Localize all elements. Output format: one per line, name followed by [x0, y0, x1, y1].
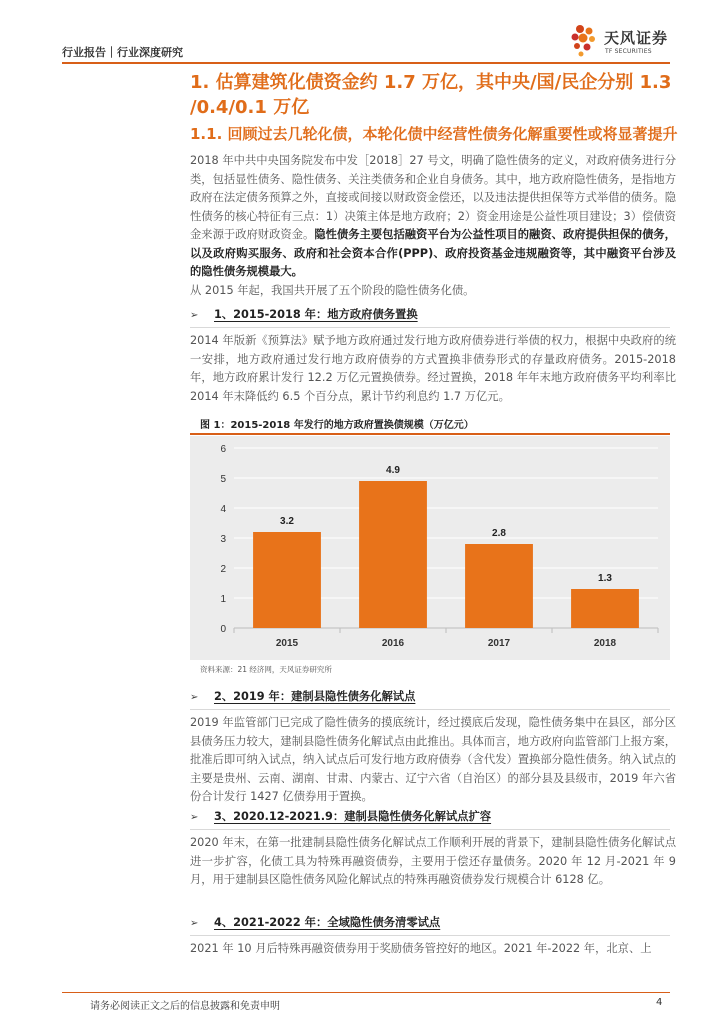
figure-source: 资料来源：21 经济网，天风证券研究所 [200, 665, 332, 674]
arrow-bullet-icon: ➢ [190, 918, 199, 929]
intro-paragraph [190, 152, 676, 282]
x-tick-label: 2018 [593, 638, 617, 649]
report-category: 行业报告｜行业深度研究 [62, 46, 183, 59]
intro-text: 2018 年中共中央国务院发布中发［2018］27 号文，明确了隐性债务的定义，对政府债务进行分类，包括显性债务、隐性债务、关注类债务和企业自身债务。其中，地方政府隐性债务，是指地方政府在法定债务预算之外，直接或间接以财政资金偿还，以及违法提供担保等方式举借的债务。隐性债务的核心特征有三点：1）决策主体是地方政府；2）资金用途是公益性项目建设；3）偿债资金来源于政府财政资金。 [190, 154, 676, 241]
section-heading: 1. 估算建筑化债资金约 1.7 万亿，其中央/国/民企分别 1.3 /0.4/0.1 万亿 [190, 72, 672, 118]
bar [253, 532, 321, 628]
footer-divider [62, 992, 670, 993]
section-4-label: 4、2021-2022 年：全域隐性债务清零试点 [214, 916, 441, 929]
y-tick-label: 6 [220, 444, 226, 455]
figure-divider [190, 433, 670, 435]
section-1-label: 1、2015-2018 年：地方政府债务置换 [214, 308, 418, 321]
flower-icon [568, 22, 602, 60]
bar-chart [190, 436, 670, 660]
section-4-heading [190, 914, 440, 934]
y-tick-label: 1 [220, 594, 226, 605]
chart-svg [190, 436, 670, 660]
section-3-label: 3、2020.12-2021.9：建制县隐性债务化解试点扩容 [214, 810, 492, 823]
brand-subtitle: TF SECURITIES [605, 48, 652, 55]
figure-title: 图 1：2015-2018 年发行的地方政府置换债规模（万亿元） [200, 420, 474, 431]
x-tick-label: 2015 [275, 638, 299, 649]
intro-bold-text: 隐性债务主要包括融资平台为公益性项目的融资、政府提供担保的债务，以及政府购买服务、政府和社会资本合作(PPP)、政府投资基金违规融资等，其中融资平台涉及的隐性债务规模最大。 [190, 228, 676, 278]
y-tick-label: 0 [220, 624, 226, 635]
bar [359, 481, 427, 628]
bar [571, 589, 639, 628]
footer-disclaimer: 请务必阅读正文之后的信息披露和免责申明 [90, 1001, 280, 1012]
section-3-paragraph: 2020 年末，在第一批建制县隐性债务化解试点工作顺利开展的背景下，建制县隐性债务化解试点进一步扩容，化债工具为特殊再融资债券，主要用于偿还存量债务。2020 年 12 月-2021 年 9 月，用于建制县区隐性债务风险化解试点的特殊再融资债券发行规模合计 6128 亿。 [190, 836, 676, 886]
section-2-paragraph: 2019 年监管部门已完成了隐性债务的摸底统计，经过摸底后发现，隐性债务集中在县区，部分区县债务压力较大，建制县隐性债务化解试点由此推出。具体而言，地方政府向监管部门上报方案，批准后即可纳入试点，纳入试点后可发行地方政府债券（含代发）置换部分隐性债务。纳入试点的主要是贵州、云南、湖南、甘肃、内蒙古、辽宁六省（自治区）的部分县及县级市，2019 年六省份合计发行 1427 亿债券用于置换。 [190, 716, 676, 803]
y-tick-label: 2 [220, 564, 226, 575]
x-tick-label: 2017 [487, 638, 511, 649]
data-label: 4.9 [386, 465, 400, 476]
y-tick-label: 5 [220, 474, 226, 485]
brand-logo [568, 22, 678, 62]
section-2-divider [190, 709, 670, 710]
x-tick-label: 2016 [381, 638, 405, 649]
arrow-bullet-icon: ➢ [190, 812, 199, 823]
brand-name: 天风证券 [604, 29, 669, 47]
y-tick-label: 4 [220, 504, 226, 515]
data-label: 2.8 [492, 528, 506, 539]
section-3-divider [190, 829, 670, 830]
section-1-divider [190, 327, 670, 328]
subsection-heading: 1.1. 回顾过去几轮化债，本轮化债中经营性债务化解重要性或将显著提升 [190, 125, 678, 143]
y-tick-label: 3 [220, 534, 226, 545]
section-4-paragraph: 2021 年 10 月后特殊再融资债券用于奖励债务管控好的地区。2021 年-2022 年，北京、上 [190, 942, 652, 955]
section-2-label: 2、2019 年：建制县隐性债务化解试点 [214, 690, 416, 703]
section-1-heading [190, 306, 418, 326]
bar [465, 544, 533, 628]
page-number: 4 [656, 997, 663, 1008]
arrow-bullet-icon: ➢ [190, 310, 199, 321]
data-label: 3.2 [280, 516, 294, 527]
section-4-divider [190, 935, 670, 936]
section-2-heading [190, 688, 415, 708]
stage-intro-paragraph: 从 2015 年起，我国共开展了五个阶段的隐性债务化债。 [190, 284, 475, 297]
section-1-paragraph: 2014 年版新《预算法》赋予地方政府通过发行地方政府债券进行举债的权力，根据中央政府的统一安排，地方政府通过发行地方政府债券的方式置换非债券形式的存量政府债务。2015-2018 年，地方政府累计发行 12.2 万亿元置换债券。经过置换，2018 年年末地方政府债务平均利率比 2014 年末降低约 6.5 个百分点，累计节约利息约 1.7 万亿元。 [190, 334, 676, 403]
header-divider [62, 62, 670, 64]
data-label: 1.3 [598, 573, 612, 584]
arrow-bullet-icon: ➢ [190, 692, 199, 703]
section-3-heading [190, 808, 491, 828]
